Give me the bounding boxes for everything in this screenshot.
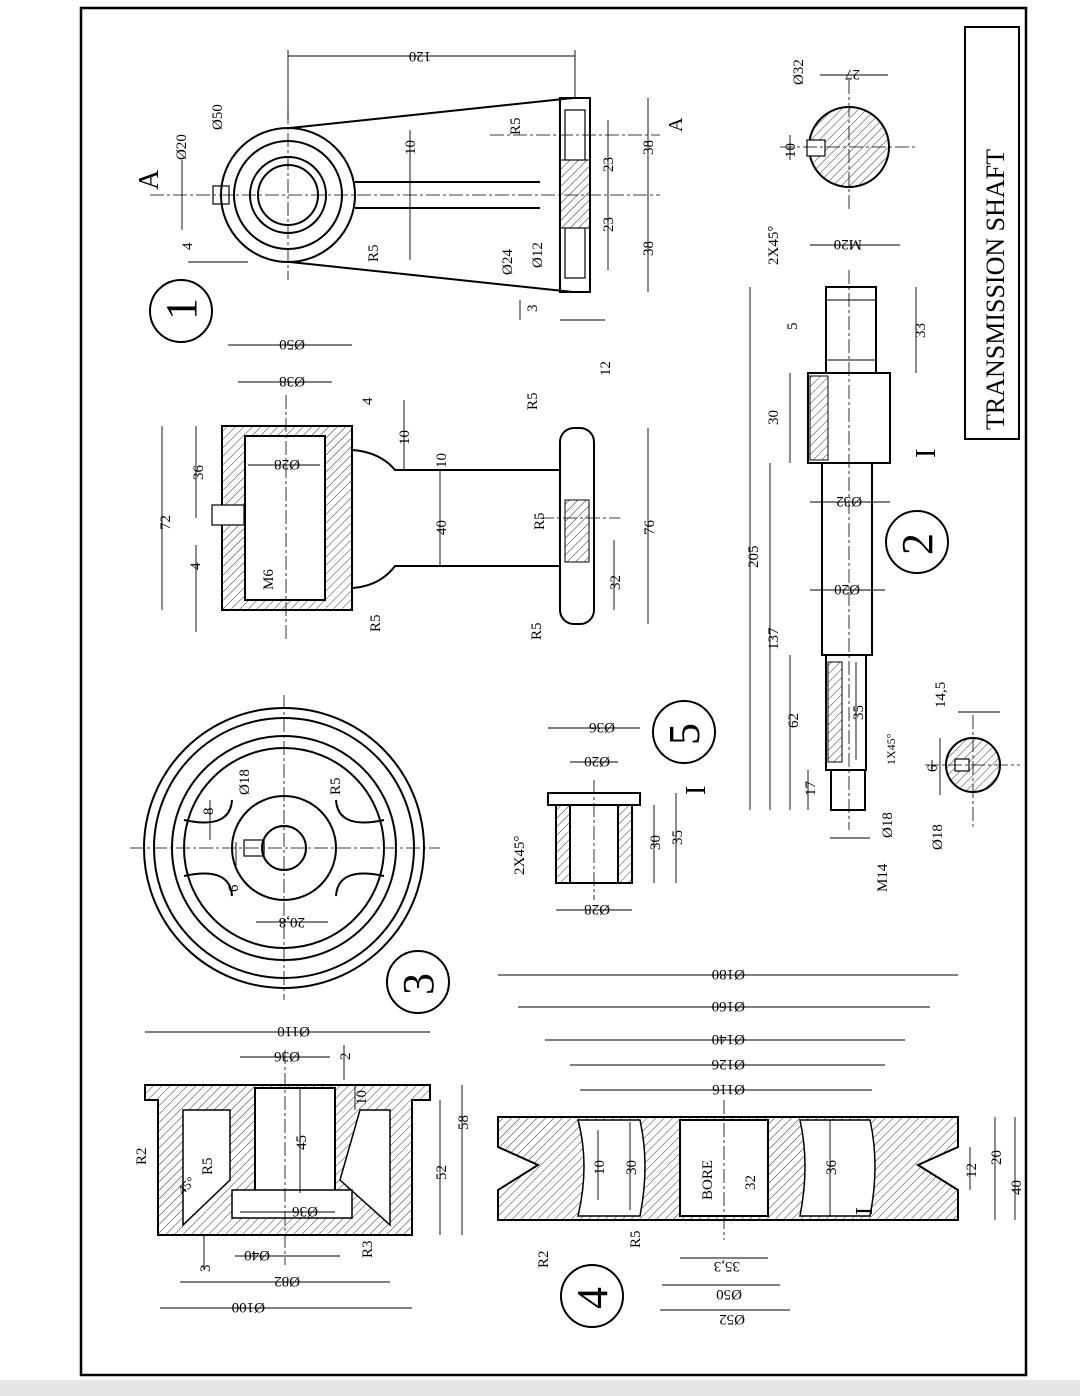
hub-dim-dia82: Ø82 [274, 1273, 300, 1289]
side-dim-r5-a: R5 [525, 392, 541, 410]
part-number-5 [653, 701, 715, 763]
part3-dim-8: 8 [201, 807, 217, 815]
part1-dim-38-a: 38 [641, 140, 657, 155]
side-dim-76: 76 [642, 520, 658, 535]
shaft-dim-dia18: Ø18 [880, 812, 896, 838]
section-label-i-bushing: I [681, 785, 712, 795]
part1-dim-38-b: 38 [641, 241, 657, 256]
part5-dim-dia36: Ø36 [589, 719, 615, 735]
part5-dim-chamfer: 2X45° [512, 835, 528, 875]
part5-dim-dia28: Ø28 [584, 901, 610, 917]
hub-dim-45-deg: 45° [174, 1173, 198, 1198]
part4-dim-10: 10 [592, 1160, 608, 1175]
part4-dim-20: 20 [989, 1150, 1005, 1165]
part1-dim-dia50: Ø50 [210, 104, 226, 130]
svg-text:5: 5 [660, 723, 709, 745]
hub-dim-dia36-top: Ø36 [274, 1048, 300, 1064]
part1-dim-4: 4 [180, 242, 196, 250]
part4-dim-r5: R5 [628, 1230, 644, 1248]
part3-centerlines [130, 695, 440, 1000]
part1-dim-12: 12 [598, 361, 614, 376]
part4-hub-section [145, 1085, 430, 1235]
hub-dim-r5: R5 [200, 1157, 216, 1175]
hub-dim-45: 45 [294, 1135, 310, 1150]
side-dim-10-b: 10 [434, 453, 450, 468]
part3-dim-r5: R5 [328, 777, 344, 795]
shaft-dim-1x45: 1X45° [884, 733, 898, 765]
side-dim-40: 40 [434, 520, 450, 535]
section-label-a-right: A [665, 117, 687, 132]
part4-dim-r2: R2 [536, 1250, 552, 1268]
part3-dim-6: 6 [226, 884, 242, 892]
svg-text:2: 2 [893, 533, 942, 555]
part4-dim-dia140: Ø140 [711, 1031, 745, 1047]
part4-dim-dia50: Ø50 [716, 1286, 742, 1302]
part1-dim-23-a: 23 [601, 157, 617, 172]
shaft-dim-137: 137 [766, 627, 782, 650]
part3-dimension-lines [210, 800, 328, 922]
side-dim-r5-d: R5 [529, 622, 545, 640]
part5-dim-dia20: Ø20 [584, 753, 610, 769]
shaft-dim-62: 62 [786, 713, 802, 728]
shaft-dim-30: 30 [766, 410, 782, 425]
part1-dim-r5-b: R5 [366, 244, 382, 262]
shaft-dim-chamfer: 2X45° [766, 225, 782, 265]
title-block [965, 27, 1019, 439]
part4-dim-dia116: Ø116 [712, 1081, 745, 1097]
hub-dim-58: 58 [456, 1115, 472, 1130]
part4-pulley-section [498, 1117, 958, 1220]
part5-dim-35: 35 [670, 830, 686, 845]
part-number-4 [561, 1265, 623, 1327]
part4-dim-dia126: Ø126 [711, 1056, 745, 1072]
part4-dim-dia52: Ø52 [719, 1311, 745, 1327]
shaft-dim-33: 33 [913, 323, 929, 338]
part4-dim-dia180: Ø180 [711, 966, 745, 982]
part1-dim-10: 10 [403, 140, 419, 155]
hub-dim-52: 52 [434, 1165, 450, 1180]
hub-dim-2: 2 [338, 1052, 354, 1060]
shaft-dim-dia20: Ø20 [834, 581, 860, 597]
hub-dim-r3: R3 [360, 1240, 376, 1258]
side-dim-dia28: Ø28 [274, 456, 300, 472]
part1-dim-r5-a: R5 [508, 117, 524, 135]
hub-dim-3: 3 [198, 1264, 214, 1272]
side-dim-72: 72 [158, 515, 174, 530]
part-number-3 [387, 951, 449, 1013]
part3-dim-20-8: 20,8 [278, 914, 305, 930]
section-dim-27: 27 [845, 66, 860, 82]
side-dim-r5-b: R5 [532, 512, 548, 530]
part4-dim-35-3: 35,3 [713, 1258, 740, 1274]
section-label-a-left: A [134, 169, 165, 190]
shaft-dim-m14: M14 [875, 863, 891, 892]
shaft-dim-17: 17 [803, 781, 819, 796]
side-dim-36: 36 [191, 465, 207, 480]
part1-dim-dia20: Ø20 [174, 134, 190, 160]
side-dim-dia38: Ø38 [279, 373, 305, 389]
hub-dim-dia100: Ø100 [231, 1299, 265, 1315]
shaft-dim-205: 205 [746, 545, 762, 568]
hub-dim-10: 10 [354, 1090, 370, 1105]
section-dim-14-5: 14,5 [933, 681, 949, 708]
side-dim-dia50: Ø50 [279, 336, 305, 352]
section-label-i-shaft: I [911, 448, 942, 458]
drawing-title: TRANSMISSION SHAFT [981, 149, 1010, 430]
part4-dim-dia160: Ø160 [711, 998, 745, 1014]
svg-text:4: 4 [568, 1287, 617, 1309]
hub-dim-dia36-bottom: Ø36 [292, 1203, 318, 1219]
part3-dim-dia18: Ø18 [237, 769, 253, 795]
side-dim-4-top: 4 [360, 397, 376, 405]
part1-dim-120: 120 [408, 48, 432, 64]
part1-centerlines [150, 110, 660, 280]
side-dim-4-bottom: 4 [188, 562, 204, 570]
part-number-1 [150, 280, 212, 342]
shaft-dim-5: 5 [785, 322, 801, 330]
hub-dim-r2: R2 [134, 1147, 150, 1165]
section-label-i-pulley: I [852, 1207, 878, 1215]
shaft-dim-dia32: Ø32 [836, 493, 862, 509]
part4-bore-label: BORE [700, 1159, 716, 1200]
side-dim-10-a: 10 [397, 430, 413, 445]
hub-dim-dia40: Ø40 [244, 1247, 270, 1263]
part4-dim-12: 12 [964, 1163, 980, 1178]
part1-dim-3: 3 [525, 304, 541, 312]
part4-dim-36: 36 [824, 1160, 840, 1175]
svg-text:1: 1 [157, 298, 206, 320]
part1-dim-dia12: Ø12 [530, 242, 546, 268]
part4-dim-40: 40 [1009, 1180, 1025, 1195]
side-dim-m6: M6 [261, 569, 277, 590]
shaft-dim-m20: M20 [833, 236, 862, 252]
section-dim-6: 6 [925, 764, 941, 772]
side-dim-32: 32 [608, 575, 624, 590]
part4-bore-dia: 32 [743, 1175, 759, 1190]
viewer-bottom-strip [0, 1380, 1080, 1396]
hub-dim-dia110: Ø110 [277, 1023, 310, 1039]
section-dim-dia18: Ø18 [930, 824, 946, 850]
section-dim-dia32: Ø32 [791, 59, 807, 85]
part5-dim-30: 30 [648, 835, 664, 850]
svg-text:3: 3 [394, 973, 443, 995]
part1-dim-dia24: Ø24 [500, 249, 516, 275]
shaft-dim-35: 35 [851, 705, 867, 720]
part-number-2 [886, 511, 948, 573]
part1-dim-23-b: 23 [601, 217, 617, 232]
side-dim-r5-c: R5 [368, 614, 384, 632]
section-dim-10: 10 [783, 143, 799, 158]
part4-dim-30: 30 [624, 1160, 640, 1175]
